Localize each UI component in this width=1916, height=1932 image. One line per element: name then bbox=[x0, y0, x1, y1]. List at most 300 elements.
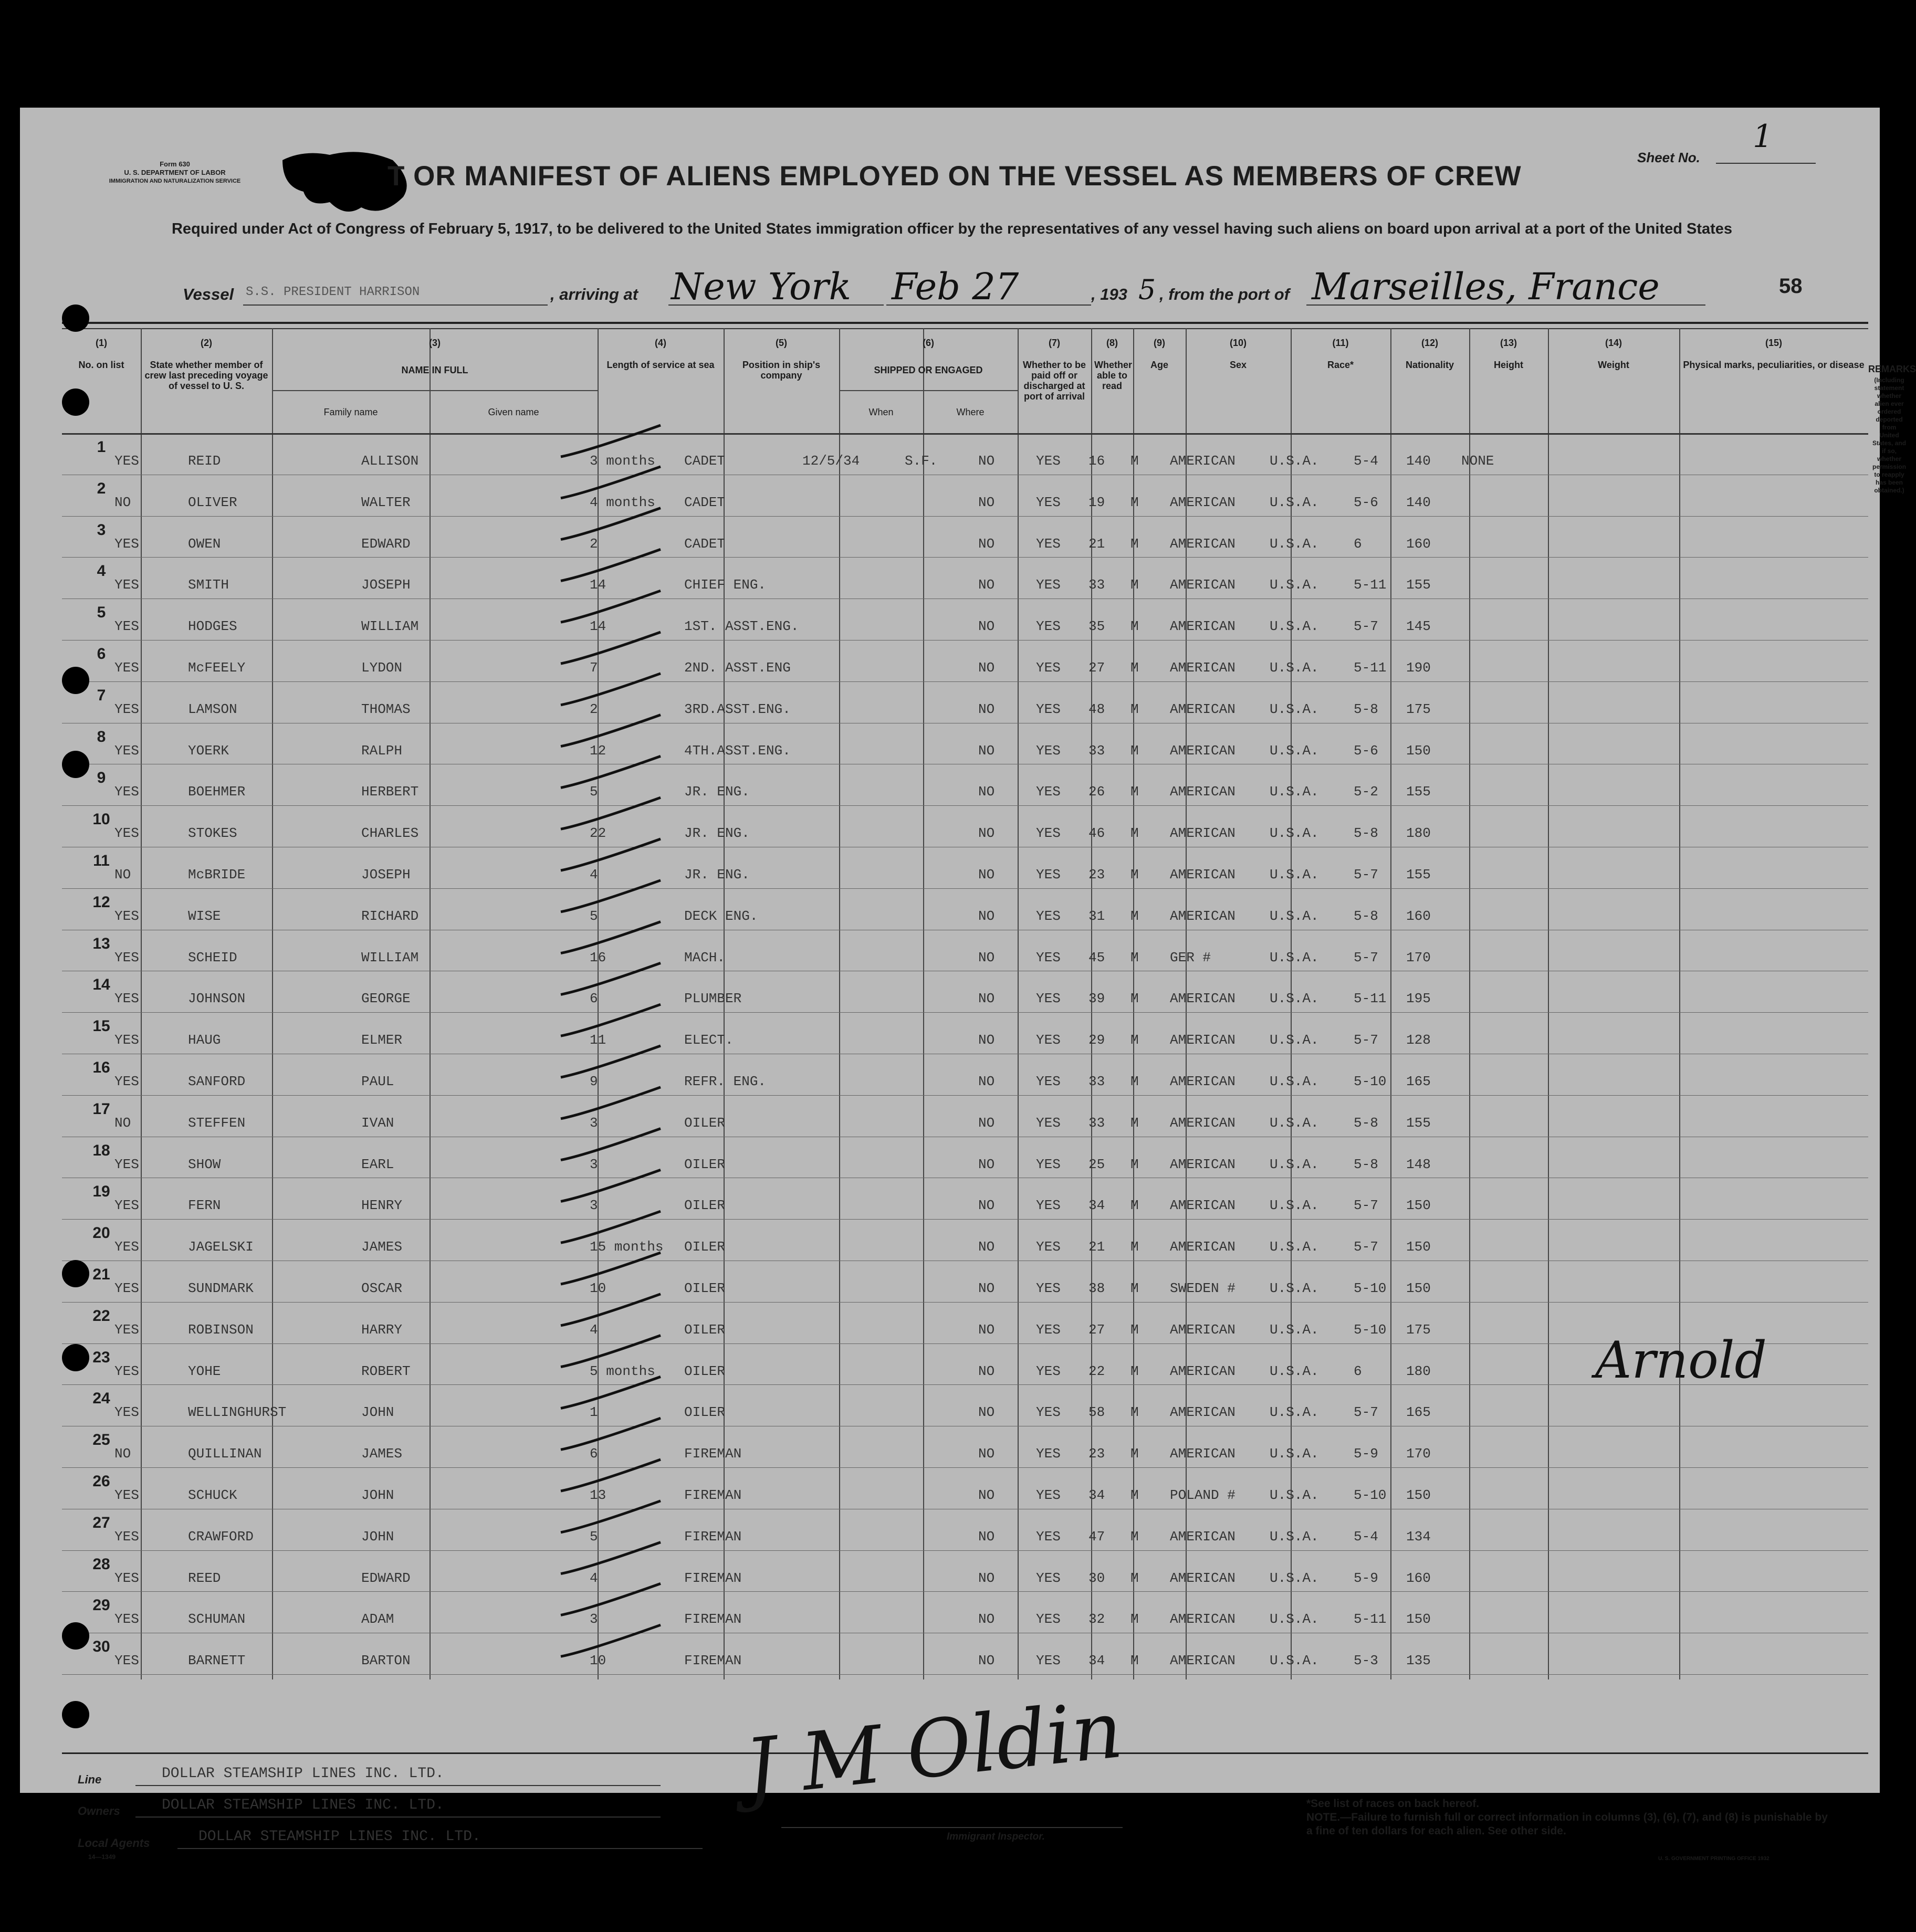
height: 5-4 bbox=[1354, 453, 1378, 469]
age: 34 bbox=[1088, 1653, 1105, 1669]
able-to-read: YES bbox=[1036, 453, 1061, 469]
given-name: EARL bbox=[361, 1156, 394, 1172]
year-suffix: 5 bbox=[1138, 275, 1156, 306]
column-label: Age bbox=[1150, 360, 1168, 370]
row-number: 5 bbox=[97, 604, 106, 622]
height: 5-7 bbox=[1354, 1239, 1378, 1255]
shipped-when: 12/5/34 bbox=[802, 453, 860, 469]
column-number: (4) bbox=[655, 338, 666, 348]
nationality: U.S.A. bbox=[1270, 1156, 1319, 1172]
row-number: 18 bbox=[92, 1141, 110, 1159]
check-mark bbox=[561, 1129, 661, 1160]
nationality: U.S.A. bbox=[1270, 1404, 1319, 1421]
form-code: 14—1349 bbox=[88, 1853, 116, 1861]
family-name: HODGES bbox=[188, 618, 237, 635]
check-mark bbox=[561, 591, 661, 622]
paid-off: NO bbox=[978, 991, 995, 1007]
check-mark bbox=[561, 632, 661, 664]
sex: M bbox=[1130, 618, 1139, 635]
given-name: RICHARD bbox=[361, 908, 419, 924]
able-to-read: YES bbox=[1036, 494, 1061, 510]
prev-voyage: YES bbox=[114, 991, 139, 1007]
height: 5-11 bbox=[1354, 660, 1387, 676]
check-mark bbox=[561, 756, 661, 788]
race: AMERICAN bbox=[1170, 494, 1236, 510]
weight: 155 bbox=[1406, 1115, 1431, 1131]
prev-voyage: YES bbox=[114, 660, 139, 676]
height: 5-6 bbox=[1354, 742, 1378, 759]
sex: M bbox=[1130, 701, 1139, 717]
agents-label: Local Agents bbox=[78, 1836, 150, 1850]
punch-hole bbox=[62, 304, 89, 332]
paid-off: NO bbox=[978, 1280, 995, 1296]
family-name: HAUG bbox=[188, 1032, 221, 1048]
ship-position: OILER bbox=[684, 1156, 726, 1172]
given-name: OSCAR bbox=[361, 1280, 403, 1296]
prev-voyage: YES bbox=[114, 536, 139, 552]
prev-voyage: YES bbox=[114, 1156, 139, 1172]
length-of-service: 14 bbox=[590, 577, 606, 593]
column-number: (14) bbox=[1605, 338, 1622, 348]
ship-position: FIREMAN bbox=[684, 1611, 742, 1628]
sex: M bbox=[1130, 742, 1139, 759]
table-top-rule bbox=[62, 322, 1868, 324]
age: 39 bbox=[1088, 991, 1105, 1007]
sex: M bbox=[1130, 1570, 1139, 1586]
column-label: Whether to be paid off or discharged at port of arrival bbox=[1023, 360, 1086, 402]
ship-position: FIREMAN bbox=[684, 1528, 742, 1545]
given-name: HERBERT bbox=[361, 784, 419, 800]
nationality: U.S.A. bbox=[1270, 1570, 1319, 1586]
prev-voyage: YES bbox=[114, 1321, 139, 1338]
nationality: U.S.A. bbox=[1270, 618, 1319, 635]
length-of-service: 13 bbox=[590, 1487, 606, 1503]
sheet-number-value: 1 bbox=[1753, 118, 1773, 155]
row-number: 8 bbox=[97, 728, 106, 746]
height: 5-10 bbox=[1354, 1321, 1387, 1338]
date-underline bbox=[886, 304, 1091, 306]
family-name: CRAWFORD bbox=[188, 1528, 254, 1545]
family-name: OLIVER bbox=[188, 494, 237, 510]
given-name: THOMAS bbox=[361, 701, 411, 717]
age: 33 bbox=[1088, 1074, 1105, 1089]
race: POLAND # bbox=[1170, 1487, 1236, 1503]
ship-position: MACH. bbox=[684, 949, 726, 965]
race: AMERICAN bbox=[1170, 660, 1236, 676]
paid-off: NO bbox=[978, 701, 995, 717]
nationality: U.S.A. bbox=[1270, 1239, 1319, 1255]
nationality: U.S.A. bbox=[1270, 577, 1319, 593]
paid-off: NO bbox=[978, 494, 995, 510]
vessel-underline bbox=[243, 304, 548, 306]
race: AMERICAN bbox=[1170, 1156, 1236, 1172]
race: GER # bbox=[1170, 949, 1211, 965]
agents-underline bbox=[177, 1848, 703, 1849]
sex: M bbox=[1130, 1611, 1139, 1628]
column-label: Length of service at sea bbox=[606, 360, 715, 370]
sex: M bbox=[1130, 1446, 1139, 1462]
race: AMERICAN bbox=[1170, 1032, 1236, 1048]
weight: 170 bbox=[1406, 949, 1431, 965]
given-name: CHARLES bbox=[361, 825, 419, 842]
row-number: 9 bbox=[97, 769, 106, 787]
column-label: Weight bbox=[1598, 360, 1629, 370]
age: 48 bbox=[1088, 701, 1105, 717]
length-of-service: 3 bbox=[590, 1198, 598, 1214]
given-name: JOHN bbox=[361, 1528, 394, 1545]
height: 5-8 bbox=[1354, 908, 1378, 924]
row-rule bbox=[62, 1467, 1868, 1468]
weight: 150 bbox=[1406, 1487, 1431, 1503]
family-name: McFEELY bbox=[188, 660, 246, 676]
line-underline bbox=[135, 1785, 661, 1786]
paid-off: NO bbox=[978, 949, 995, 965]
prev-voyage: YES bbox=[114, 1528, 139, 1545]
ship-position: REFR. ENG. bbox=[684, 1074, 767, 1089]
punch-hole bbox=[62, 1701, 89, 1728]
row-number: 24 bbox=[92, 1390, 110, 1408]
manifest-sheet bbox=[20, 108, 1916, 1862]
age: 25 bbox=[1088, 1156, 1105, 1172]
row-number: 17 bbox=[92, 1100, 110, 1118]
ship-position: OILER bbox=[684, 1115, 726, 1131]
prev-voyage: YES bbox=[114, 1487, 139, 1503]
nationality: U.S.A. bbox=[1270, 742, 1319, 759]
age: 30 bbox=[1088, 1570, 1105, 1586]
able-to-read: YES bbox=[1036, 1074, 1061, 1089]
prev-voyage: YES bbox=[114, 1653, 139, 1669]
race: AMERICAN bbox=[1170, 908, 1236, 924]
height: 5-10 bbox=[1354, 1074, 1387, 1089]
ship-position: OILER bbox=[684, 1280, 726, 1296]
check-mark bbox=[561, 1418, 661, 1450]
punch-hole bbox=[62, 1260, 89, 1287]
column-rule bbox=[1469, 328, 1470, 1679]
weight: 150 bbox=[1406, 1198, 1431, 1214]
paid-off: NO bbox=[978, 1321, 995, 1338]
family-name: WISE bbox=[188, 908, 221, 924]
check-marks bbox=[556, 328, 871, 1679]
check-mark bbox=[561, 715, 661, 747]
length-of-service: 6 bbox=[590, 991, 598, 1007]
sex: M bbox=[1130, 660, 1139, 676]
sex: M bbox=[1130, 1528, 1139, 1545]
crew-table bbox=[62, 328, 1916, 1746]
race: AMERICAN bbox=[1170, 1446, 1236, 1462]
nationality: U.S.A. bbox=[1270, 1528, 1319, 1545]
race: AMERICAN bbox=[1170, 1404, 1236, 1421]
weight: 160 bbox=[1406, 536, 1431, 552]
sex: M bbox=[1130, 453, 1139, 469]
column-label: NAME IN FULL bbox=[401, 365, 468, 375]
paid-off: NO bbox=[978, 453, 995, 469]
nationality: U.S.A. bbox=[1270, 1321, 1319, 1338]
nationality: U.S.A. bbox=[1270, 1363, 1319, 1379]
race: AMERICAN bbox=[1170, 1239, 1236, 1255]
race: AMERICAN bbox=[1170, 1528, 1236, 1545]
paid-off: NO bbox=[978, 1198, 995, 1214]
given-name: ALLISON bbox=[361, 453, 419, 469]
length-of-service: 1 bbox=[590, 1404, 598, 1421]
length-of-service: 4 months bbox=[590, 494, 655, 510]
row-number: 6 bbox=[97, 645, 106, 663]
race: AMERICAN bbox=[1170, 1570, 1236, 1586]
column-label: No. on list bbox=[78, 360, 124, 370]
weight: 148 bbox=[1406, 1156, 1431, 1172]
paid-off: NO bbox=[978, 1653, 995, 1669]
paid-off: NO bbox=[978, 577, 995, 593]
ship-position: OILER bbox=[684, 1239, 726, 1255]
weight: 155 bbox=[1406, 784, 1431, 800]
ship-position: ELECT. bbox=[684, 1032, 734, 1048]
ship-position: CADET bbox=[684, 453, 726, 469]
given-name: JAMES bbox=[361, 1446, 403, 1462]
line-value: DOLLAR STEAMSHIP LINES INC. LTD. bbox=[162, 1766, 444, 1782]
given-name: RALPH bbox=[361, 742, 403, 759]
ship-position: CADET bbox=[684, 536, 726, 552]
able-to-read: YES bbox=[1036, 1446, 1061, 1462]
sex: M bbox=[1130, 949, 1139, 965]
length-of-service: 3 bbox=[590, 1156, 598, 1172]
row-number: 16 bbox=[92, 1059, 110, 1076]
paid-off: NO bbox=[978, 742, 995, 759]
prev-voyage: YES bbox=[114, 577, 139, 593]
prev-voyage: YES bbox=[114, 825, 139, 842]
family-name: SANFORD bbox=[188, 1074, 246, 1089]
row-number: 20 bbox=[92, 1224, 110, 1242]
nationality: U.S.A. bbox=[1270, 1032, 1319, 1048]
given-name: ELMER bbox=[361, 1032, 403, 1048]
race-note: *See list of races on back hereof. bbox=[1306, 1798, 1480, 1810]
page-number: 58 bbox=[1779, 275, 1803, 298]
paid-off: NO bbox=[978, 1115, 995, 1131]
family-name: SCHUMAN bbox=[188, 1611, 246, 1628]
row-rule bbox=[62, 598, 1868, 599]
given-name: JOSEPH bbox=[361, 867, 411, 883]
age: 34 bbox=[1088, 1198, 1105, 1214]
row-rule bbox=[62, 516, 1868, 517]
column-sublabel: Family name bbox=[323, 407, 378, 417]
height: 5-8 bbox=[1354, 1156, 1378, 1172]
able-to-read: YES bbox=[1036, 1528, 1061, 1545]
able-to-read: YES bbox=[1036, 1653, 1061, 1669]
nationality: U.S.A. bbox=[1270, 1074, 1319, 1089]
form-number: Form 630 bbox=[160, 160, 190, 168]
given-name: EDWARD bbox=[361, 1570, 411, 1586]
nationality: U.S.A. bbox=[1270, 908, 1319, 924]
able-to-read: YES bbox=[1036, 1404, 1061, 1421]
owners-underline bbox=[135, 1816, 661, 1818]
row-number: 3 bbox=[97, 521, 106, 539]
row-number: 25 bbox=[92, 1431, 110, 1449]
given-name: WALTER bbox=[361, 494, 411, 510]
column-number: (10) bbox=[1229, 338, 1247, 348]
able-to-read: YES bbox=[1036, 1115, 1061, 1131]
race: AMERICAN bbox=[1170, 742, 1236, 759]
column-number: (1) bbox=[96, 338, 107, 348]
row-number: 29 bbox=[92, 1597, 110, 1614]
row-number: 26 bbox=[92, 1473, 110, 1490]
shipped-where: S.F. bbox=[905, 453, 938, 469]
length-of-service: 6 bbox=[590, 1446, 598, 1462]
length-of-service: 9 bbox=[590, 1074, 598, 1089]
age: 23 bbox=[1088, 1446, 1105, 1462]
check-mark bbox=[561, 797, 661, 829]
able-to-read: YES bbox=[1036, 991, 1061, 1007]
column-label: Sex bbox=[1229, 360, 1247, 370]
check-mark bbox=[561, 1170, 661, 1201]
sex: M bbox=[1130, 1404, 1139, 1421]
prev-voyage: YES bbox=[114, 1570, 139, 1586]
able-to-read: YES bbox=[1036, 784, 1061, 800]
race: AMERICAN bbox=[1170, 1321, 1236, 1338]
given-name: GEORGE bbox=[361, 991, 411, 1007]
ship-position: DECK ENG. bbox=[684, 908, 758, 924]
ship-position: 2ND. ASST.ENG bbox=[684, 660, 791, 676]
able-to-read: YES bbox=[1036, 867, 1061, 883]
height: 5-10 bbox=[1354, 1487, 1387, 1503]
column-sublabel: Where bbox=[956, 407, 985, 417]
sex: M bbox=[1130, 494, 1139, 510]
race: SWEDEN # bbox=[1170, 1280, 1236, 1296]
ship-position: OILER bbox=[684, 1198, 726, 1214]
weight: 140 bbox=[1406, 494, 1431, 510]
height: 5-7 bbox=[1354, 1198, 1378, 1214]
family-name: STOKES bbox=[188, 825, 237, 842]
ship-position: CADET bbox=[684, 494, 726, 510]
race: AMERICAN bbox=[1170, 825, 1236, 842]
row-rule bbox=[62, 557, 1868, 558]
paid-off: NO bbox=[978, 1487, 995, 1503]
age: 27 bbox=[1088, 660, 1105, 676]
column-label: Height bbox=[1494, 360, 1523, 370]
prev-voyage: NO bbox=[114, 1115, 131, 1131]
prev-voyage: YES bbox=[114, 701, 139, 717]
weight: 134 bbox=[1406, 1528, 1431, 1545]
prev-voyage: NO bbox=[114, 494, 131, 510]
check-mark bbox=[561, 1501, 661, 1532]
sex: M bbox=[1130, 1280, 1139, 1296]
given-name: WILLIAM bbox=[361, 618, 419, 635]
row-number: 22 bbox=[92, 1307, 110, 1325]
nationality: U.S.A. bbox=[1270, 1653, 1319, 1669]
sex: M bbox=[1130, 784, 1139, 800]
race: AMERICAN bbox=[1170, 1115, 1236, 1131]
check-mark bbox=[561, 1004, 661, 1036]
paid-off: NO bbox=[978, 1528, 995, 1545]
ship-position: CHIEF ENG. bbox=[684, 577, 767, 593]
printer-mark: U. S. GOVERNMENT PRINTING OFFICE 1932 bbox=[1658, 1856, 1770, 1862]
given-name: BARTON bbox=[361, 1653, 411, 1669]
arrival-date: Feb 27 bbox=[892, 265, 1019, 308]
length-of-service: 3 bbox=[590, 1115, 598, 1131]
given-name: ROBERT bbox=[361, 1363, 411, 1379]
paid-off: NO bbox=[978, 1404, 995, 1421]
line-label: Line bbox=[78, 1773, 102, 1786]
height: 5-9 bbox=[1354, 1570, 1378, 1586]
length-of-service: 5 bbox=[590, 784, 598, 800]
age: 26 bbox=[1088, 784, 1105, 800]
check-mark bbox=[561, 922, 661, 953]
age: 38 bbox=[1088, 1280, 1105, 1296]
length-of-service: 7 bbox=[590, 660, 598, 676]
sex: M bbox=[1130, 1321, 1139, 1338]
length-of-service: 3 months bbox=[590, 453, 655, 469]
given-name: HARRY bbox=[361, 1321, 403, 1338]
sex: M bbox=[1130, 1363, 1139, 1379]
paid-off: NO bbox=[978, 1156, 995, 1172]
check-mark bbox=[561, 963, 661, 994]
given-name: IVAN bbox=[361, 1115, 394, 1131]
weight: 145 bbox=[1406, 618, 1431, 635]
column-number: (11) bbox=[1332, 338, 1349, 348]
family-name: JAGELSKI bbox=[188, 1239, 254, 1255]
height: 5-3 bbox=[1354, 1653, 1378, 1669]
subheader-rule bbox=[272, 390, 598, 391]
prev-voyage: YES bbox=[114, 1239, 139, 1255]
given-name: JAMES bbox=[361, 1239, 403, 1255]
length-of-service: 22 bbox=[590, 825, 606, 842]
inspector-signature: J M Oldin bbox=[740, 1684, 1127, 1815]
family-name: SMITH bbox=[188, 577, 229, 593]
inspector-label: Immigrant Inspector. bbox=[947, 1831, 1045, 1842]
ship-position: FIREMAN bbox=[684, 1653, 742, 1669]
ship-position: OILER bbox=[684, 1321, 726, 1338]
weight: 140 bbox=[1406, 453, 1431, 469]
column-number: (9) bbox=[1154, 338, 1165, 348]
row-rule bbox=[62, 1219, 1868, 1220]
family-name: YOERK bbox=[188, 742, 229, 759]
prev-voyage: YES bbox=[114, 618, 139, 635]
row-number: 30 bbox=[92, 1638, 110, 1656]
age: 33 bbox=[1088, 1115, 1105, 1131]
column-number: (13) bbox=[1500, 338, 1517, 348]
check-mark bbox=[561, 1583, 661, 1615]
column-label: Race* bbox=[1327, 360, 1354, 370]
able-to-read: YES bbox=[1036, 1570, 1061, 1586]
penalty-note: NOTE.—Failure to furnish full or correct information in columns (3), (6), (7), and (8) is punishable by a fine of ten dollars for each alien. See other side. bbox=[1306, 1811, 1828, 1837]
row-number: 4 bbox=[97, 562, 106, 580]
age: 29 bbox=[1088, 1032, 1105, 1048]
family-name: SCHUCK bbox=[188, 1487, 237, 1503]
family-name: BARNETT bbox=[188, 1653, 246, 1669]
sex: M bbox=[1130, 1198, 1139, 1214]
able-to-read: YES bbox=[1036, 701, 1061, 717]
age: 32 bbox=[1088, 1611, 1105, 1628]
column-rule bbox=[1390, 328, 1391, 1679]
height: 5-2 bbox=[1354, 784, 1378, 800]
prev-voyage: YES bbox=[114, 1280, 139, 1296]
race: AMERICAN bbox=[1170, 536, 1236, 552]
age: 21 bbox=[1088, 536, 1105, 552]
prev-voyage: YES bbox=[114, 784, 139, 800]
vessel-label: Vessel bbox=[183, 285, 234, 303]
paid-off: NO bbox=[978, 867, 995, 883]
length-of-service: 5 months bbox=[590, 1363, 655, 1379]
sex: M bbox=[1130, 1115, 1139, 1131]
able-to-read: YES bbox=[1036, 1156, 1061, 1172]
weight: 165 bbox=[1406, 1074, 1431, 1089]
age: 33 bbox=[1088, 577, 1105, 593]
able-to-read: YES bbox=[1036, 618, 1061, 635]
prev-voyage: YES bbox=[114, 949, 139, 965]
able-to-read: YES bbox=[1036, 825, 1061, 842]
weight: 175 bbox=[1406, 1321, 1431, 1338]
able-to-read: YES bbox=[1036, 1280, 1061, 1296]
weight: 150 bbox=[1406, 1280, 1431, 1296]
length-of-service: 14 bbox=[590, 618, 606, 635]
given-name: JOHN bbox=[361, 1404, 394, 1421]
